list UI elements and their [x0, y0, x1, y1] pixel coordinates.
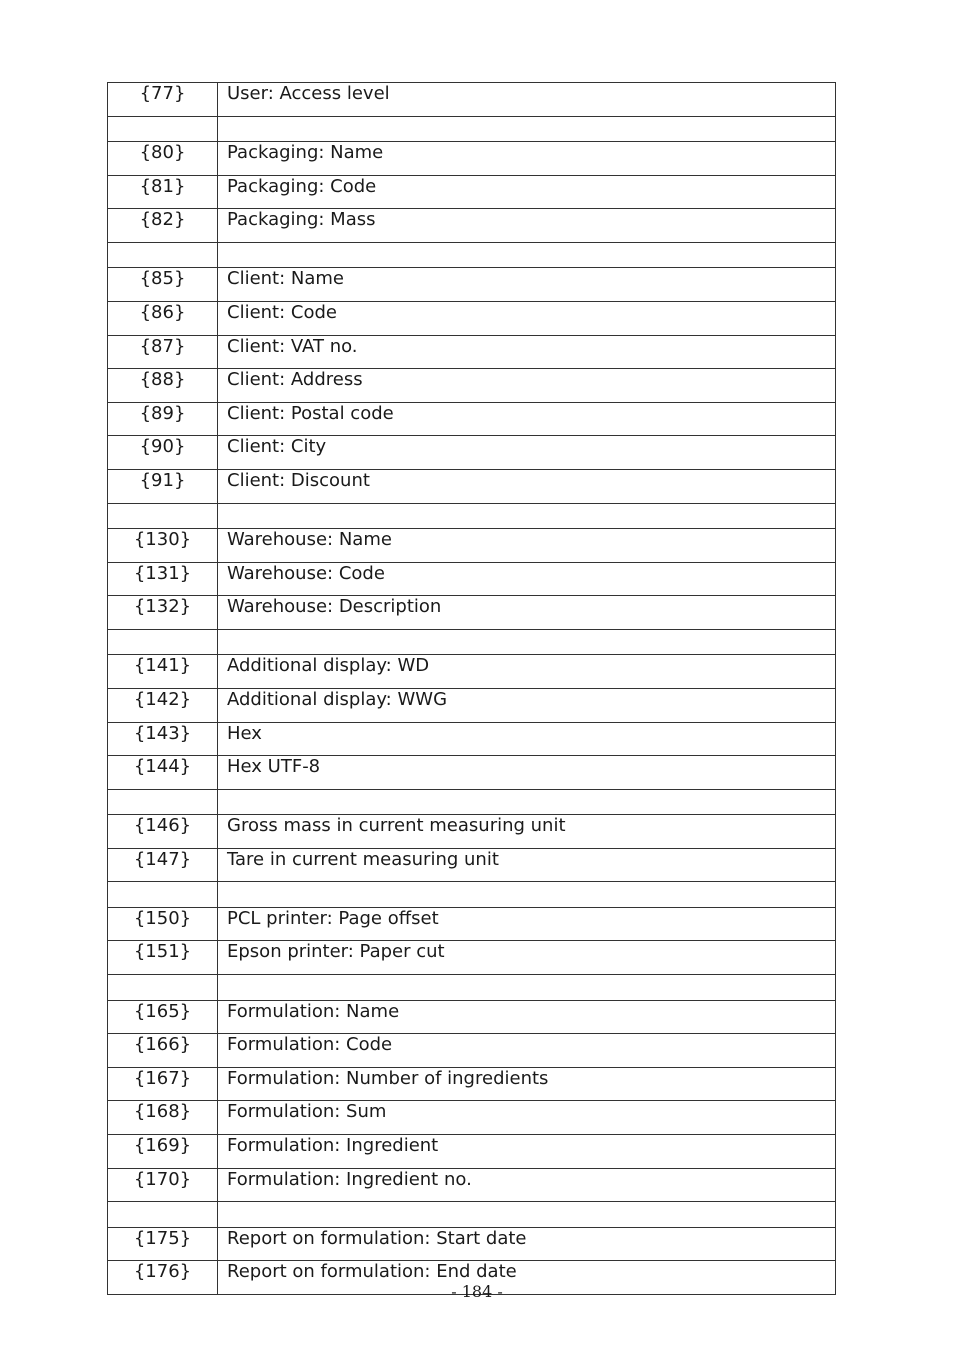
table-spacer-row [108, 789, 836, 815]
parameter-code-cell: {77} [108, 83, 218, 117]
parameter-description-cell: Additional display: WWG [218, 688, 836, 722]
table-row [108, 688, 836, 722]
table-row [108, 722, 836, 756]
table-row [108, 655, 836, 689]
parameter-description-cell: Warehouse: Code [218, 562, 836, 596]
parameter-table [107, 82, 836, 1295]
parameter-code-cell: {168} [108, 1101, 218, 1135]
parameter-code-cell: {143} [108, 722, 218, 756]
parameter-code-cell: {170} [108, 1168, 218, 1202]
table-row [108, 175, 836, 209]
parameter-code-cell: {91} [108, 469, 218, 503]
table-spacer-row [108, 116, 836, 142]
parameter-description-cell: Client: Discount [218, 469, 836, 503]
table-row [108, 301, 836, 335]
parameter-description-cell [218, 116, 836, 142]
parameter-description-cell: Packaging: Code [218, 175, 836, 209]
parameter-code-cell: {146} [108, 815, 218, 849]
parameter-code-cell: {144} [108, 756, 218, 790]
parameter-description-cell [218, 975, 836, 1001]
table-spacer-row [108, 503, 836, 529]
table-row [108, 83, 836, 117]
table-row [108, 268, 836, 302]
parameter-description-cell [218, 503, 836, 529]
table-row [108, 1134, 836, 1168]
parameter-description-cell: PCL printer: Page offset [218, 907, 836, 941]
table-spacer-row [108, 242, 836, 268]
table-row [108, 941, 836, 975]
parameter-code-cell: {166} [108, 1034, 218, 1068]
parameter-description-cell: Packaging: Mass [218, 209, 836, 243]
parameter-description-cell: Client: Address [218, 369, 836, 403]
parameter-code-cell: {167} [108, 1067, 218, 1101]
table-spacer-row [108, 975, 836, 1001]
parameter-code-cell: {150} [108, 907, 218, 941]
parameter-description-cell: Formulation: Ingredient no. [218, 1168, 836, 1202]
parameter-code-cell: {81} [108, 175, 218, 209]
table-row [108, 1067, 836, 1101]
parameter-description-cell: Hex [218, 722, 836, 756]
parameter-description-cell: Gross mass in current measuring unit [218, 815, 836, 849]
parameter-code-cell: {87} [108, 335, 218, 369]
parameter-code-cell: {131} [108, 562, 218, 596]
parameter-description-cell: Warehouse: Name [218, 529, 836, 563]
table-row [108, 469, 836, 503]
parameter-description-cell [218, 789, 836, 815]
parameter-description-cell: Epson printer: Paper cut [218, 941, 836, 975]
parameter-description-cell: Warehouse: Description [218, 596, 836, 630]
parameter-description-cell: Hex UTF-8 [218, 756, 836, 790]
parameter-description-cell: Formulation: Code [218, 1034, 836, 1068]
parameter-table-body [108, 83, 836, 1295]
parameter-code-cell: {147} [108, 848, 218, 882]
table-row [108, 1168, 836, 1202]
table-row [108, 596, 836, 630]
parameter-description-cell: Client: Postal code [218, 402, 836, 436]
parameter-code-cell: {82} [108, 209, 218, 243]
parameter-code-cell: {176} [108, 1261, 218, 1295]
parameter-code-cell: {88} [108, 369, 218, 403]
table-row [108, 436, 836, 470]
parameter-code-cell [108, 882, 218, 908]
table-row [108, 209, 836, 243]
parameter-description-cell: Formulation: Number of ingredients [218, 1067, 836, 1101]
table-spacer-row [108, 1202, 836, 1228]
table-row [108, 142, 836, 176]
parameter-code-cell: {90} [108, 436, 218, 470]
parameter-code-cell: {80} [108, 142, 218, 176]
table-row [108, 1000, 836, 1034]
table-row [108, 369, 836, 403]
table-row [108, 815, 836, 849]
table-row [108, 1101, 836, 1135]
table-row [108, 402, 836, 436]
parameter-code-cell: {169} [108, 1134, 218, 1168]
parameter-code-cell: {89} [108, 402, 218, 436]
parameter-description-cell [218, 1202, 836, 1228]
parameter-description-cell [218, 629, 836, 655]
parameter-code-cell [108, 789, 218, 815]
parameter-description-cell: Packaging: Name [218, 142, 836, 176]
parameter-code-cell: {86} [108, 301, 218, 335]
parameter-description-cell: Client: VAT no. [218, 335, 836, 369]
table-row [108, 848, 836, 882]
table-row [108, 1034, 836, 1068]
parameter-code-cell: {141} [108, 655, 218, 689]
parameter-code-cell [108, 242, 218, 268]
parameter-description-cell: Formulation: Sum [218, 1101, 836, 1135]
parameter-code-cell [108, 1202, 218, 1228]
table-row [108, 756, 836, 790]
parameter-code-cell: {151} [108, 941, 218, 975]
parameter-code-cell: {165} [108, 1000, 218, 1034]
table-row [108, 1227, 836, 1261]
parameter-description-cell: Tare in current measuring unit [218, 848, 836, 882]
table-spacer-row [108, 882, 836, 908]
parameter-code-cell [108, 975, 218, 1001]
table-row [108, 907, 836, 941]
table-row [108, 562, 836, 596]
parameter-description-cell: Formulation: Name [218, 1000, 836, 1034]
parameter-description-cell: Report on formulation: End date [218, 1261, 836, 1295]
parameter-code-cell [108, 503, 218, 529]
parameter-code-cell: {85} [108, 268, 218, 302]
parameter-description-cell [218, 242, 836, 268]
parameter-description-cell: Client: Code [218, 301, 836, 335]
table-row [108, 529, 836, 563]
parameter-description-cell: Client: City [218, 436, 836, 470]
parameter-description-cell [218, 882, 836, 908]
parameter-description-cell: Client: Name [218, 268, 836, 302]
page-number: - 184 - [451, 1282, 503, 1301]
parameter-code-cell: {175} [108, 1227, 218, 1261]
parameter-description-cell: Report on formulation: Start date [218, 1227, 836, 1261]
parameter-description-cell: User: Access level [218, 83, 836, 117]
parameter-description-cell: Formulation: Ingredient [218, 1134, 836, 1168]
table-row [108, 335, 836, 369]
parameter-code-cell: {130} [108, 529, 218, 563]
parameter-code-cell [108, 629, 218, 655]
parameter-code-cell: {142} [108, 688, 218, 722]
parameter-description-cell: Additional display: WD [218, 655, 836, 689]
parameter-code-cell [108, 116, 218, 142]
parameter-code-cell: {132} [108, 596, 218, 630]
table-spacer-row [108, 629, 836, 655]
